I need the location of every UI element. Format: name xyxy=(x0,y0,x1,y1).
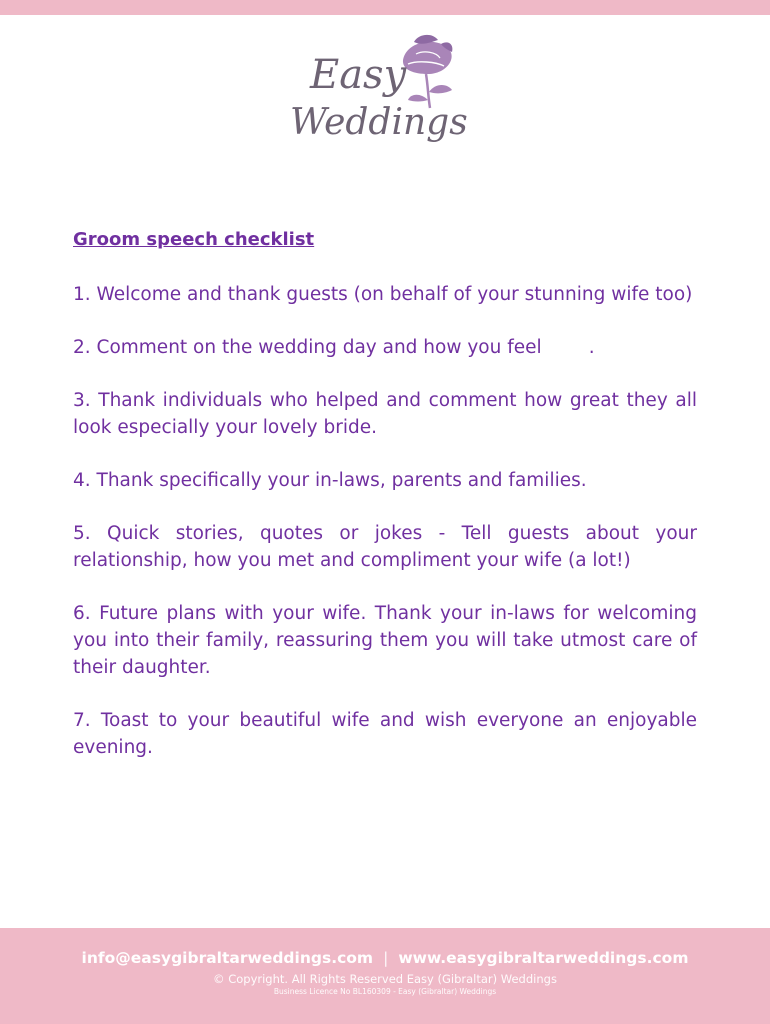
page-title: Groom speech checklist xyxy=(73,229,315,250)
checklist-item-4: 4. Thank specifically your in-laws, parents and families. xyxy=(73,470,587,491)
licence-text: Business Licence No BL160309 - Easy (Gibraltar) Weddings xyxy=(273,987,497,996)
checklist-item-6: 6. Future plans with your wife. Thank your in-laws for welcoming you into their family, reassuring them you will take utmost care of their daughter. xyxy=(73,603,697,678)
logo-word-easy: Easy xyxy=(310,52,407,98)
checklist-item-2: 2. Comment on the wedding day and how you feel . xyxy=(73,337,595,358)
footer-separator: | xyxy=(383,949,389,967)
top-band xyxy=(0,0,770,15)
footer-contact xyxy=(0,948,770,968)
email-link[interactable]: info@easygibraltarweddings.com xyxy=(81,949,374,967)
checklist-content xyxy=(73,226,697,787)
footer xyxy=(0,928,770,1024)
rose-icon xyxy=(403,35,452,108)
checklist-item-3: 3. Thank individuals who helped and comment how great they all look especially your lovely bride. xyxy=(73,390,697,438)
checklist-item-1: 1. Welcome and thank guests (on behalf of your stunning wife too) xyxy=(73,284,693,305)
logo-graphic xyxy=(286,30,481,152)
logo-word-weddings: Weddings xyxy=(290,102,468,143)
website-link[interactable]: www.easygibraltarweddings.com xyxy=(398,949,689,967)
checklist-item-7: 7. Toast to your beautiful wife and wish everyone an enjoyable evening. xyxy=(73,710,697,758)
checklist-item-5: 5. Quick stories, quotes or jokes - Tell guests about your relationship, how you met and compliment your wife (a lot!) xyxy=(73,523,697,571)
easy-weddings-logo xyxy=(286,30,481,152)
copyright-text: © Copyright. All Rights Reserved Easy (Gibraltar) Weddings xyxy=(213,972,557,986)
